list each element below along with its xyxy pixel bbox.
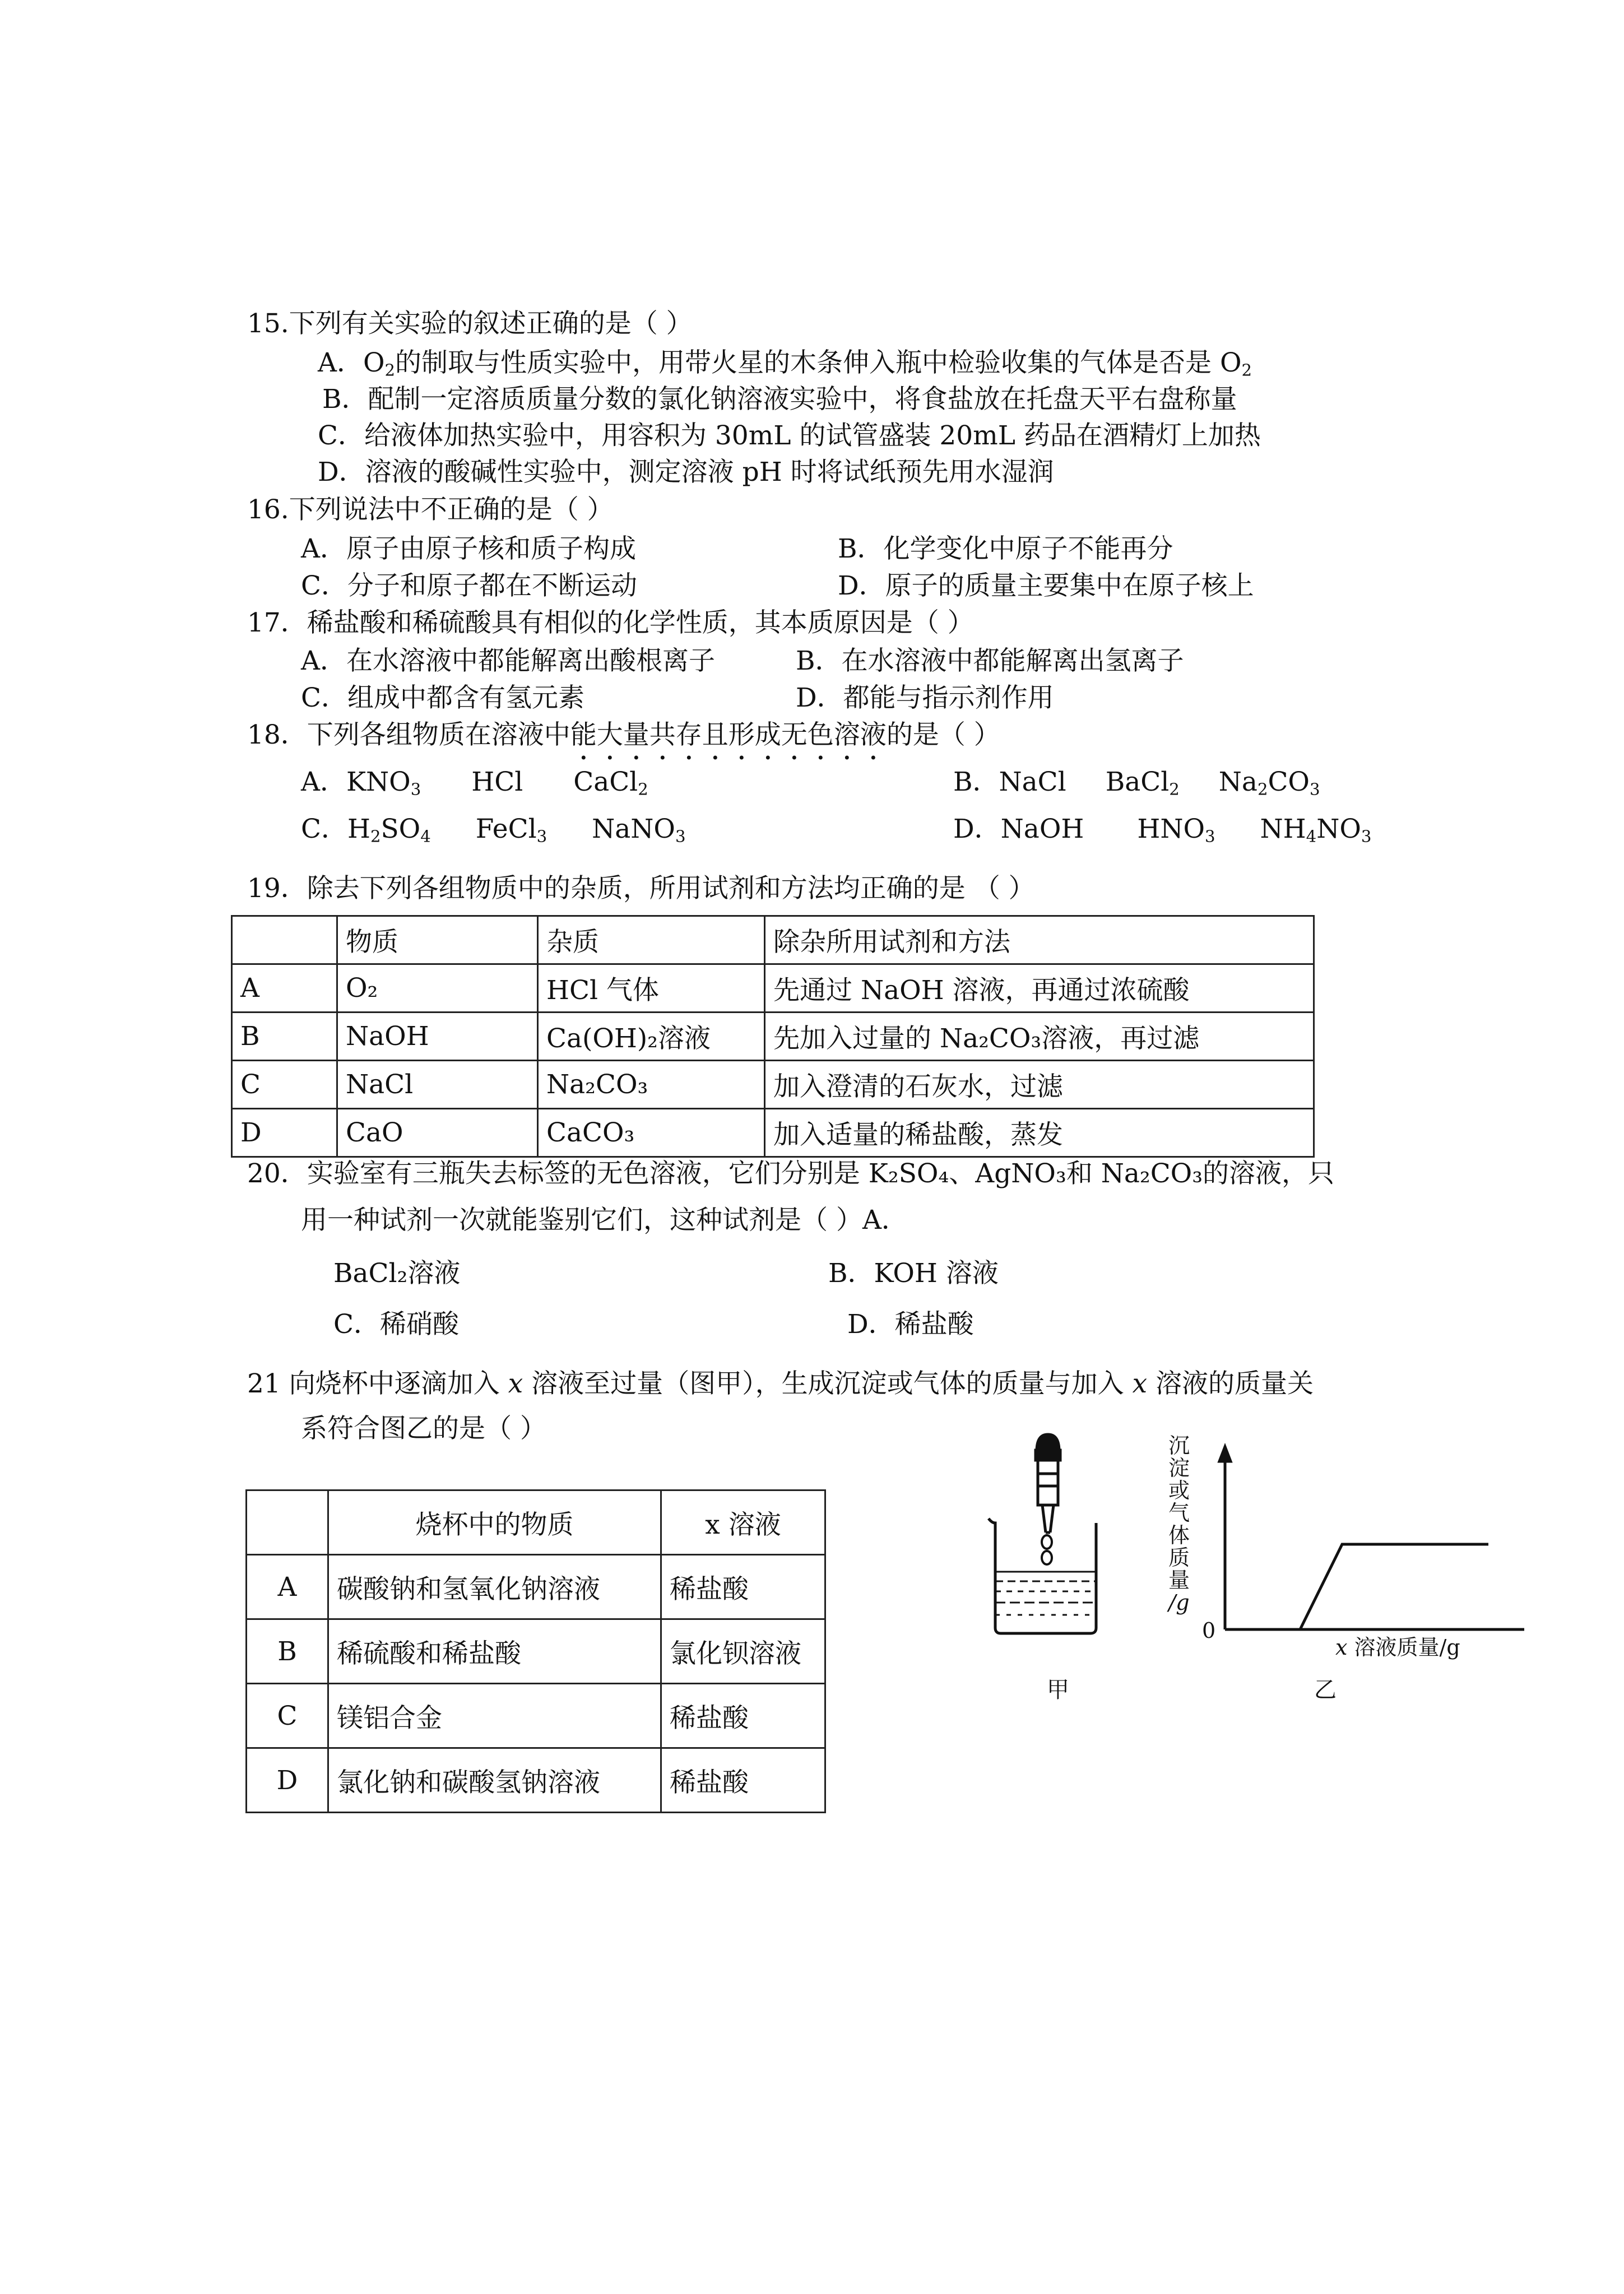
table-row <box>247 1684 825 1748</box>
q18-option-c: C．$H_2SO_4$ FeCl$_3$ NaNO$_3$ <box>301 814 686 846</box>
beaker-icon <box>989 1519 1096 1633</box>
q21-line2: 系符合图乙的是（ ） <box>301 1413 546 1444</box>
table-header-cell: 物质 <box>337 916 538 964</box>
ylabel-char: 体 <box>1168 1523 1190 1548</box>
q17-option-c: C．组成中都含有氢元素 <box>301 682 584 713</box>
table-row <box>247 1619 825 1684</box>
table-cell: 稀硫酸和稀盐酸 <box>328 1619 661 1684</box>
table-row <box>247 1555 825 1619</box>
table-header-cell: x 溶液 <box>661 1490 825 1555</box>
ylabel-char: 或 <box>1168 1478 1190 1503</box>
figure-yi-label: 乙 <box>1314 1677 1337 1703</box>
table-cell: B <box>247 1619 328 1684</box>
figure-yi-origin: 0 <box>1202 1618 1216 1643</box>
table-cell: 氯化钡溶液 <box>661 1619 825 1684</box>
table-cell: NaOH <box>337 1013 538 1061</box>
table-cell: O₂ <box>337 964 538 1013</box>
table-header-cell <box>232 916 337 964</box>
q15-option-b: B．配制一定溶质质量分数的氯化钠溶液实验中，将食盐放在托盘天平右盘称量 <box>322 384 1237 415</box>
table-cell: C <box>232 1061 337 1109</box>
table-cell: C <box>247 1684 328 1748</box>
table-cell: CaO <box>337 1109 538 1157</box>
table-cell: 加入适量的稀盐酸，蒸发 <box>765 1109 1314 1157</box>
table-row <box>232 1013 1314 1061</box>
table-cell: Ca(OH)₂溶液 <box>538 1013 765 1061</box>
table-row <box>232 1109 1314 1157</box>
table-cell: Na₂CO₃ <box>538 1061 765 1109</box>
table-cell: 氯化钠和碳酸氢钠溶液 <box>328 1748 661 1813</box>
table-cell: 加入澄清的石灰水，过滤 <box>765 1061 1314 1109</box>
q18-option-d: D．NaOH $HNO_3$ $NH_4NO_3$ <box>953 814 1372 846</box>
table-cell: CaCO₃ <box>538 1109 765 1157</box>
q16-option-b: B．化学变化中原子不能再分 <box>838 533 1173 564</box>
table-cell: A <box>247 1555 328 1619</box>
figure-jia-beaker <box>975 1423 1110 1703</box>
ylabel-char: 气 <box>1168 1501 1190 1525</box>
y-axis-arrow <box>1219 1447 1231 1461</box>
q15-option-c: C．给液体加热实验中，用容积为 30mL 的试管盛装 20mL 药品在酒精灯上加热 <box>318 420 1261 451</box>
table-row <box>247 1748 825 1813</box>
q18-emphasis: 能大量共存且形成无色溶液 <box>570 719 887 750</box>
q21-table <box>245 1489 826 1813</box>
table-cell: 稀盐酸 <box>661 1684 825 1748</box>
q16-stem: 16.下列说法中不正确的是（ ） <box>247 494 614 525</box>
table-cell: D <box>232 1109 337 1157</box>
ylabel-char: 质 <box>1168 1545 1190 1570</box>
table-cell: 稀盐酸 <box>661 1555 825 1619</box>
figure-yi-xlabel: x 溶液质量/g <box>1335 1635 1460 1660</box>
q20-option-c: C．稀硝酸 <box>333 1309 459 1340</box>
q21-line1: 21 向烧杯中逐滴加入 x 溶液至过量（图甲），生成沉淀或气体的质量与加入 x 溶液的质量关 <box>247 1368 1314 1399</box>
table-cell: 碳酸钠和氢氧化钠溶液 <box>328 1555 661 1619</box>
q20-option-d: D．稀盐酸 <box>847 1309 974 1340</box>
q16-option-c: C．分子和原子都在不断运动 <box>301 570 637 601</box>
table-header-cell: 杂质 <box>538 916 765 964</box>
q20-option-a: BaCl₂溶液 <box>333 1258 461 1289</box>
table-cell: D <box>247 1748 328 1813</box>
table-cell: B <box>232 1013 337 1061</box>
ylabel-char: 量 <box>1168 1568 1190 1592</box>
figure-yi-graph <box>1188 1434 1535 1647</box>
table-row <box>232 1061 1314 1109</box>
ylabel-char: 沉 <box>1168 1433 1190 1458</box>
q19-stem: 19．除去下列各组物质中的杂质，所用试剂和方法均正确的是 （ ） <box>247 873 1035 904</box>
table-cell: HCl 气体 <box>538 964 765 1013</box>
q20-line1: 20．实验室有三瓶失去标签的无色溶液，它们分别是 K₂SO₄、AgNO₃和 Na₂CO₃的溶液，只 <box>247 1158 1335 1189</box>
table-header-cell <box>247 1490 328 1555</box>
q17-option-b: B．在水溶液中都能解离出氢离子 <box>796 646 1184 676</box>
figure-jia-label: 甲 <box>1047 1677 1069 1703</box>
q16-option-a: A．原子由原子核和质子构成 <box>301 533 636 564</box>
q15-option-a: A．$O_2$的制取与性质实验中，用带火星的木条伸入瓶中检验收集的气体是否是 $O_2$ <box>318 347 1252 380</box>
table-header-row <box>232 916 1314 964</box>
table-cell: 先通过 NaOH 溶液，再通过浓硫酸 <box>765 964 1314 1013</box>
q20-option-b: B．KOH 溶液 <box>828 1258 999 1289</box>
q18-option-b: B．NaCl BaCl$_2$ $Na_2CO_3$ <box>953 767 1320 799</box>
table-row <box>232 964 1314 1013</box>
table-header-cell: 除杂所用试剂和方法 <box>765 916 1314 964</box>
q17-option-d: D．都能与指示剂作用 <box>796 682 1054 713</box>
q15-option-d: D．溶液的酸碱性实验中，测定溶液 pH 时将试纸预先用水湿润 <box>318 457 1054 487</box>
q20-line2: 用一种试剂一次就能鉴别它们，这种试剂是（ ）A． <box>301 1205 908 1236</box>
dropper-icon <box>1036 1434 1060 1533</box>
q17-option-a: A．在水溶液中都能解离出酸根离子 <box>301 646 715 676</box>
table-header-row <box>247 1490 825 1555</box>
table-cell: 稀盐酸 <box>661 1748 825 1813</box>
q16-option-d: D．原子的质量主要集中在原子核上 <box>838 570 1254 601</box>
q15-stem: 15.下列有关实验的叙述正确的是（ ） <box>247 308 693 339</box>
ylabel-unit: /g <box>1168 1590 1190 1615</box>
q19-table <box>231 915 1315 1158</box>
table-cell: 先加入过量的 Na₂CO₃溶液，再过滤 <box>765 1013 1314 1061</box>
curve-line <box>1225 1544 1488 1629</box>
q18-option-a: A．$KNO_3$ HCl CaCl$_2$ <box>301 767 648 799</box>
ylabel-char: 淀 <box>1168 1456 1190 1480</box>
q18-stem: 18．下列各组物质在溶液中能大量共存且形成无色溶液的是（ ） <box>247 719 1000 750</box>
table-header-cell: 烧杯中的物质 <box>328 1490 661 1555</box>
table-cell: A <box>232 964 337 1013</box>
table-cell: 镁铝合金 <box>328 1684 661 1748</box>
q17-stem: 17．稀盐酸和稀硫酸具有相似的化学性质，其本质原因是（ ） <box>247 607 974 638</box>
table-cell: NaCl <box>337 1061 538 1109</box>
